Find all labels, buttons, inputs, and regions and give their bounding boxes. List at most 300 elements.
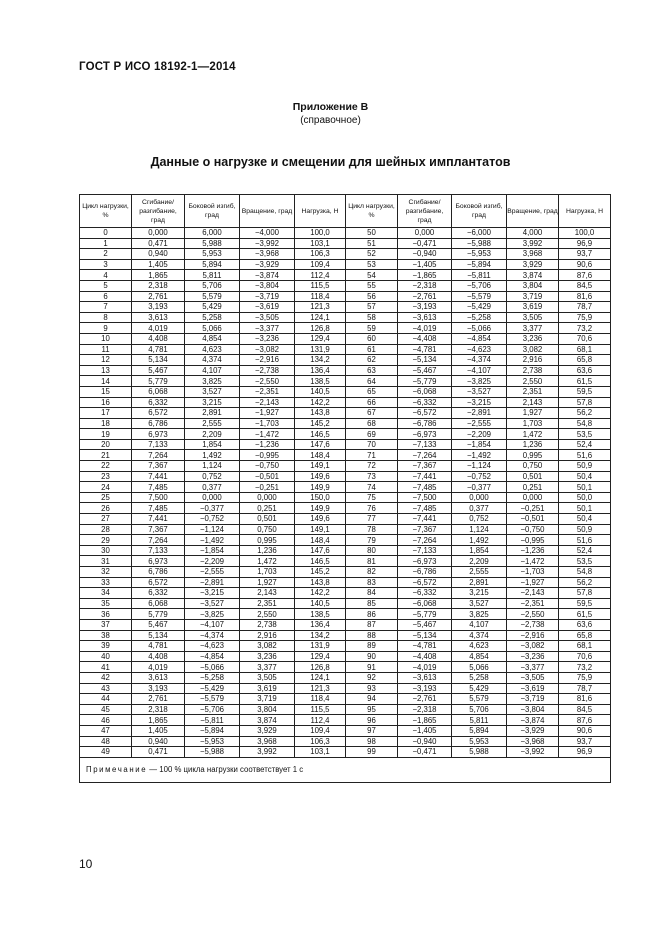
table-cell: 40 xyxy=(80,651,132,662)
table-cell: 57 xyxy=(346,302,398,313)
table-cell: 0,750 xyxy=(507,461,559,472)
table-row xyxy=(80,228,611,239)
table-cell: 68,1 xyxy=(559,344,611,355)
table-cell: −5,467 xyxy=(398,365,452,376)
table-cell: 96,9 xyxy=(559,238,611,249)
table-cell: 3 xyxy=(80,259,132,270)
table-row xyxy=(80,302,611,313)
table-cell: −3,968 xyxy=(507,736,559,747)
table-cell: 1 xyxy=(80,238,132,249)
table-cell: 2,555 xyxy=(452,567,507,578)
table-cell: 0,995 xyxy=(240,535,295,546)
table-row xyxy=(80,694,611,705)
table-cell: −4,019 xyxy=(398,662,452,673)
table-cell: 3,804 xyxy=(507,280,559,291)
table-cell: 63,6 xyxy=(559,365,611,376)
table-cell: 24 xyxy=(80,482,132,493)
table-cell: 51 xyxy=(346,238,398,249)
table-cell: 53,5 xyxy=(559,429,611,440)
table-cell: 149,1 xyxy=(295,524,346,535)
table-cell: 52,4 xyxy=(559,439,611,450)
table-cell: 3,968 xyxy=(507,249,559,260)
table-cell: 143,8 xyxy=(295,577,346,588)
table-cell: 87,6 xyxy=(559,270,611,281)
table-cell: 2,916 xyxy=(240,630,295,641)
table-cell: −0,995 xyxy=(240,450,295,461)
table-cell: −0,750 xyxy=(507,524,559,535)
table-cell: 5,258 xyxy=(452,672,507,683)
table-cell: 124,1 xyxy=(295,672,346,683)
table-cell: −1,927 xyxy=(240,408,295,419)
table-cell: 54,8 xyxy=(559,567,611,578)
table-cell: 93,7 xyxy=(559,249,611,260)
table-cell: 45 xyxy=(80,704,132,715)
table-cell: 1,492 xyxy=(452,535,507,546)
table-cell: 5,706 xyxy=(185,280,240,291)
table-row xyxy=(80,439,611,450)
table-cell: 1,124 xyxy=(452,524,507,535)
table-cell: 1,854 xyxy=(185,439,240,450)
table-cell: 37 xyxy=(80,619,132,630)
table-cell: 4,854 xyxy=(452,651,507,662)
table-cell: 0,000 xyxy=(240,492,295,503)
table-cell: −3,619 xyxy=(507,683,559,694)
table-cell: −7,264 xyxy=(398,535,452,546)
table-cell: 1,472 xyxy=(507,429,559,440)
table-cell: 3,527 xyxy=(452,598,507,609)
table-cell: 50,1 xyxy=(559,503,611,514)
table-cell: −5,953 xyxy=(185,736,240,747)
table-cell: 3,619 xyxy=(240,683,295,694)
table-cell: −7,133 xyxy=(398,545,452,556)
table-cell: 2 xyxy=(80,249,132,260)
table-cell: 57,8 xyxy=(559,588,611,599)
table-cell: 43 xyxy=(80,683,132,694)
table-cell: 68 xyxy=(346,418,398,429)
table-cell: 70,6 xyxy=(559,333,611,344)
table-row xyxy=(80,450,611,461)
table-cell: 19 xyxy=(80,429,132,440)
table-cell: −1,124 xyxy=(185,524,240,535)
table-cell: 4,019 xyxy=(132,662,185,673)
table-cell: 112,4 xyxy=(295,270,346,281)
table-cell: −2,209 xyxy=(185,556,240,567)
table-cell: 142,2 xyxy=(295,397,346,408)
table-cell: 7 xyxy=(80,302,132,313)
table-cell: 63 xyxy=(346,365,398,376)
table-cell: 7,485 xyxy=(132,503,185,514)
column-header: Сгибание/ разгибание, град xyxy=(132,195,185,228)
table-row xyxy=(80,312,611,323)
table-cell: 86 xyxy=(346,609,398,620)
table-cell: 115,5 xyxy=(295,704,346,715)
table-cell: −6,786 xyxy=(398,567,452,578)
table-cell: 98 xyxy=(346,736,398,747)
table-cell: 66 xyxy=(346,397,398,408)
table-cell: −1,854 xyxy=(185,545,240,556)
table-cell: −5,429 xyxy=(452,302,507,313)
table-cell: −1,236 xyxy=(507,545,559,556)
table-cell: 4,107 xyxy=(185,365,240,376)
table-cell: 59 xyxy=(346,323,398,334)
table-cell: −0,471 xyxy=(398,747,452,758)
table-cell: −7,485 xyxy=(398,503,452,514)
table-cell: 90,6 xyxy=(559,259,611,270)
table-cell: −0,471 xyxy=(398,238,452,249)
table-cell: 3,804 xyxy=(240,704,295,715)
table-cell: 1,405 xyxy=(132,725,185,736)
table-row xyxy=(80,482,611,493)
table-cell: 16 xyxy=(80,397,132,408)
table-cell: 4,000 xyxy=(507,228,559,239)
table-row xyxy=(80,280,611,291)
table-cell: 1,927 xyxy=(240,577,295,588)
table-cell: 28 xyxy=(80,524,132,535)
table-cell: 59,5 xyxy=(559,386,611,397)
table-cell: −3,193 xyxy=(398,683,452,694)
table-cell: 0,377 xyxy=(452,503,507,514)
table-cell: −5,134 xyxy=(398,355,452,366)
table-cell: 5,467 xyxy=(132,365,185,376)
table-cell: −2,738 xyxy=(507,619,559,630)
table-cell: 1,854 xyxy=(452,545,507,556)
table-cell: 93 xyxy=(346,683,398,694)
table-row xyxy=(80,715,611,726)
table-cell: 5,988 xyxy=(185,238,240,249)
table-cell: 0,471 xyxy=(132,747,185,758)
table-cell: 81 xyxy=(346,556,398,567)
table-cell: 2,209 xyxy=(185,429,240,440)
table-cell: −4,854 xyxy=(185,651,240,662)
table-cell: 61,5 xyxy=(559,376,611,387)
table-cell: 0,000 xyxy=(185,492,240,503)
table-cell: 5,066 xyxy=(452,662,507,673)
table-cell: −1,472 xyxy=(507,556,559,567)
table-row xyxy=(80,556,611,567)
table-cell: −3,613 xyxy=(398,312,452,323)
table-header-row xyxy=(80,195,611,228)
table-cell: 91 xyxy=(346,662,398,673)
table-cell: 103,1 xyxy=(295,238,346,249)
table-cell: 6,332 xyxy=(132,397,185,408)
table-cell: 7,367 xyxy=(132,524,185,535)
table-cell: 6,000 xyxy=(185,228,240,239)
table-cell: 2,891 xyxy=(185,408,240,419)
table-row xyxy=(80,365,611,376)
table-row xyxy=(80,535,611,546)
table-cell: −0,501 xyxy=(507,514,559,525)
table-cell: −3,825 xyxy=(452,376,507,387)
table-cell: 2,550 xyxy=(240,609,295,620)
table-cell: 71 xyxy=(346,450,398,461)
table-cell: 50,4 xyxy=(559,471,611,482)
table-cell: 94 xyxy=(346,694,398,705)
table-cell: 149,6 xyxy=(295,514,346,525)
table-cell: −4,623 xyxy=(452,344,507,355)
table-row xyxy=(80,672,611,683)
table-cell: 3,236 xyxy=(507,333,559,344)
note-text: — 100 % цикла нагрузки соответствует 1 с xyxy=(147,765,304,775)
table-cell: 5,429 xyxy=(185,302,240,313)
table-cell: 112,4 xyxy=(295,715,346,726)
table-cell: −5,811 xyxy=(185,715,240,726)
table-cell: −4,854 xyxy=(452,333,507,344)
table-cell: 0,501 xyxy=(240,514,295,525)
table-cell: 54 xyxy=(346,270,398,281)
table-cell: 10 xyxy=(80,333,132,344)
table-cell: −5,706 xyxy=(452,280,507,291)
table-cell: 64 xyxy=(346,376,398,387)
table-cell: 48 xyxy=(80,736,132,747)
table-cell: 53,5 xyxy=(559,556,611,567)
table-cell: 1,703 xyxy=(240,567,295,578)
table-cell: 0,471 xyxy=(132,238,185,249)
table-cell: 51,6 xyxy=(559,535,611,546)
table-row xyxy=(80,323,611,334)
table-cell: 41 xyxy=(80,662,132,673)
table-cell: 14 xyxy=(80,376,132,387)
page-number: 10 xyxy=(79,857,93,871)
table-cell: 5,579 xyxy=(185,291,240,302)
table-cell: 53 xyxy=(346,259,398,270)
table-cell: 18 xyxy=(80,418,132,429)
table-cell: 5,706 xyxy=(452,704,507,715)
table-cell: 59,5 xyxy=(559,598,611,609)
table-cell: 4,107 xyxy=(452,619,507,630)
table-cell: 3,215 xyxy=(452,588,507,599)
table-cell: 3,719 xyxy=(240,694,295,705)
table-cell: 5,429 xyxy=(452,683,507,694)
table-cell: −4,374 xyxy=(452,355,507,366)
table-cell: 6,572 xyxy=(132,408,185,419)
table-cell: −3,874 xyxy=(507,715,559,726)
table-row xyxy=(80,630,611,641)
table-cell: 147,6 xyxy=(295,439,346,450)
table-cell: 0,752 xyxy=(452,514,507,525)
table-cell: 1,236 xyxy=(240,545,295,556)
table-cell: 78,7 xyxy=(559,683,611,694)
table-cell: 77 xyxy=(346,514,398,525)
appendix-title: Приложение В xyxy=(292,101,369,113)
table-cell: 3,719 xyxy=(507,291,559,302)
appendix-heading xyxy=(0,101,661,126)
table-cell: 70,6 xyxy=(559,651,611,662)
table-cell: −0,752 xyxy=(185,514,240,525)
table-row xyxy=(80,333,611,344)
table-cell: 35 xyxy=(80,598,132,609)
table-row xyxy=(80,588,611,599)
table-row xyxy=(80,429,611,440)
table-row xyxy=(80,683,611,694)
table-cell: 87,6 xyxy=(559,715,611,726)
table-cell: 136,4 xyxy=(295,365,346,376)
table-cell: 6,068 xyxy=(132,598,185,609)
table-cell: 150,0 xyxy=(295,492,346,503)
table-cell: −2,761 xyxy=(398,291,452,302)
table-cell: 84,5 xyxy=(559,280,611,291)
table-cell: 3,968 xyxy=(240,736,295,747)
table-cell: −6,332 xyxy=(398,588,452,599)
table-cell: 6 xyxy=(80,291,132,302)
table-cell: 0 xyxy=(80,228,132,239)
table-row xyxy=(80,609,611,620)
table-cell: −7,264 xyxy=(398,450,452,461)
table-cell: 103,1 xyxy=(295,747,346,758)
table-cell: −4,374 xyxy=(185,630,240,641)
table-cell: −7,441 xyxy=(398,514,452,525)
table-cell: −2,555 xyxy=(452,418,507,429)
table-cell: −2,550 xyxy=(507,609,559,620)
table-row xyxy=(80,418,611,429)
table-cell: 4,408 xyxy=(132,651,185,662)
table-cell: −4,019 xyxy=(398,323,452,334)
table-cell: 7,133 xyxy=(132,439,185,450)
table-cell: 46 xyxy=(80,715,132,726)
table-cell: −0,752 xyxy=(452,471,507,482)
table-cell: 9 xyxy=(80,323,132,334)
table-cell: −1,703 xyxy=(507,567,559,578)
table-cell: 20 xyxy=(80,439,132,450)
table-cell: 50 xyxy=(346,228,398,239)
table-cell: 4,019 xyxy=(132,323,185,334)
table-cell: 146,5 xyxy=(295,556,346,567)
table-cell: 145,2 xyxy=(295,418,346,429)
table-cell: 93,7 xyxy=(559,736,611,747)
table-cell: 3,215 xyxy=(185,397,240,408)
table-cell: −1,703 xyxy=(240,418,295,429)
table-cell: 21 xyxy=(80,450,132,461)
table-cell: −6,000 xyxy=(452,228,507,239)
table-cell: −3,929 xyxy=(240,259,295,270)
table-cell: 131,9 xyxy=(295,641,346,652)
table-cell: 4,623 xyxy=(185,344,240,355)
table-cell: 4,854 xyxy=(185,333,240,344)
table-cell: 8 xyxy=(80,312,132,323)
table-cell: 0,251 xyxy=(240,503,295,514)
table-cell: −7,367 xyxy=(398,461,452,472)
table-cell: 4,374 xyxy=(185,355,240,366)
table-cell: 3,505 xyxy=(240,672,295,683)
table-cell: 1,124 xyxy=(185,461,240,472)
table-cell: 3,377 xyxy=(240,662,295,673)
table-cell: −3,619 xyxy=(240,302,295,313)
table-cell: 1,492 xyxy=(185,450,240,461)
table-cell: 6,332 xyxy=(132,588,185,599)
table-cell: 75,9 xyxy=(559,312,611,323)
table-cell: 1,703 xyxy=(507,418,559,429)
table-cell: −0,377 xyxy=(452,482,507,493)
table-cell: 90,6 xyxy=(559,725,611,736)
column-header: Боковой изгиб, град xyxy=(185,195,240,228)
table-cell: 143,8 xyxy=(295,408,346,419)
table-row xyxy=(80,355,611,366)
table-cell: 31 xyxy=(80,556,132,567)
table-cell: −3,874 xyxy=(240,270,295,281)
table-cell: 3,613 xyxy=(132,672,185,683)
table-cell: 3,193 xyxy=(132,683,185,694)
table-cell: −6,973 xyxy=(398,429,452,440)
table-cell: 1,865 xyxy=(132,715,185,726)
table-cell: −3,082 xyxy=(240,344,295,355)
table-cell: 5,953 xyxy=(452,736,507,747)
table-cell: 89 xyxy=(346,641,398,652)
table-cell: −0,377 xyxy=(185,503,240,514)
table-cell: −5,953 xyxy=(452,249,507,260)
table-cell: −5,894 xyxy=(185,725,240,736)
table-cell: 5,467 xyxy=(132,619,185,630)
table-cell: 30 xyxy=(80,545,132,556)
table-cell: 4,623 xyxy=(452,641,507,652)
table-cell: 34 xyxy=(80,588,132,599)
table-cell: 72 xyxy=(346,461,398,472)
table-cell: −1,236 xyxy=(240,439,295,450)
table-cell: 3,236 xyxy=(240,651,295,662)
table-cell: 0,501 xyxy=(507,471,559,482)
table-cell: −2,209 xyxy=(452,429,507,440)
table-cell: −5,258 xyxy=(452,312,507,323)
table-cell: 99 xyxy=(346,747,398,758)
table-cell: −5,779 xyxy=(398,609,452,620)
table-cell: −5,988 xyxy=(452,238,507,249)
table-cell: −2,318 xyxy=(398,280,452,291)
table-cell: 56,2 xyxy=(559,577,611,588)
table-cell: 56 xyxy=(346,291,398,302)
table-cell: 1,472 xyxy=(240,556,295,567)
table-cell: 81,6 xyxy=(559,694,611,705)
table-cell: 1,865 xyxy=(132,270,185,281)
table-cell: 56,2 xyxy=(559,408,611,419)
table-cell: 129,4 xyxy=(295,333,346,344)
table-cell: 147,6 xyxy=(295,545,346,556)
table-row xyxy=(80,641,611,652)
table-cell: −2,891 xyxy=(185,577,240,588)
table-cell: 2,550 xyxy=(507,376,559,387)
table-cell: −5,258 xyxy=(185,672,240,683)
table-row xyxy=(80,725,611,736)
table-row xyxy=(80,376,611,387)
column-header: Боковой изгиб, град xyxy=(452,195,507,228)
table-cell: 75 xyxy=(346,492,398,503)
table-cell: 146,5 xyxy=(295,429,346,440)
column-header: Нагрузка, Н xyxy=(295,195,346,228)
table-cell: 51,6 xyxy=(559,450,611,461)
table-row xyxy=(80,662,611,673)
table-cell: 7,133 xyxy=(132,545,185,556)
table-cell: 3,527 xyxy=(185,386,240,397)
table-cell: −3,236 xyxy=(507,651,559,662)
table-cell: 87 xyxy=(346,619,398,630)
table-row xyxy=(80,704,611,715)
table-cell: −5,811 xyxy=(452,270,507,281)
table-cell: 2,916 xyxy=(507,355,559,366)
table-cell: 62 xyxy=(346,355,398,366)
table-cell: −1,124 xyxy=(452,461,507,472)
table-cell: 3,193 xyxy=(132,302,185,313)
table-cell: 6,973 xyxy=(132,429,185,440)
table-cell: 2,143 xyxy=(507,397,559,408)
table-cell: −5,134 xyxy=(398,630,452,641)
table-cell: −0,251 xyxy=(507,503,559,514)
table-row xyxy=(80,577,611,588)
table-row xyxy=(80,461,611,472)
table-row xyxy=(80,503,611,514)
table-cell: 6,068 xyxy=(132,386,185,397)
table-cell: 6,572 xyxy=(132,577,185,588)
table-row xyxy=(80,238,611,249)
table-cell: 78,7 xyxy=(559,302,611,313)
column-header: Нагрузка, Н xyxy=(559,195,611,228)
document-header: ГОСТ Р ИСО 18192-1—2014 xyxy=(79,61,236,73)
